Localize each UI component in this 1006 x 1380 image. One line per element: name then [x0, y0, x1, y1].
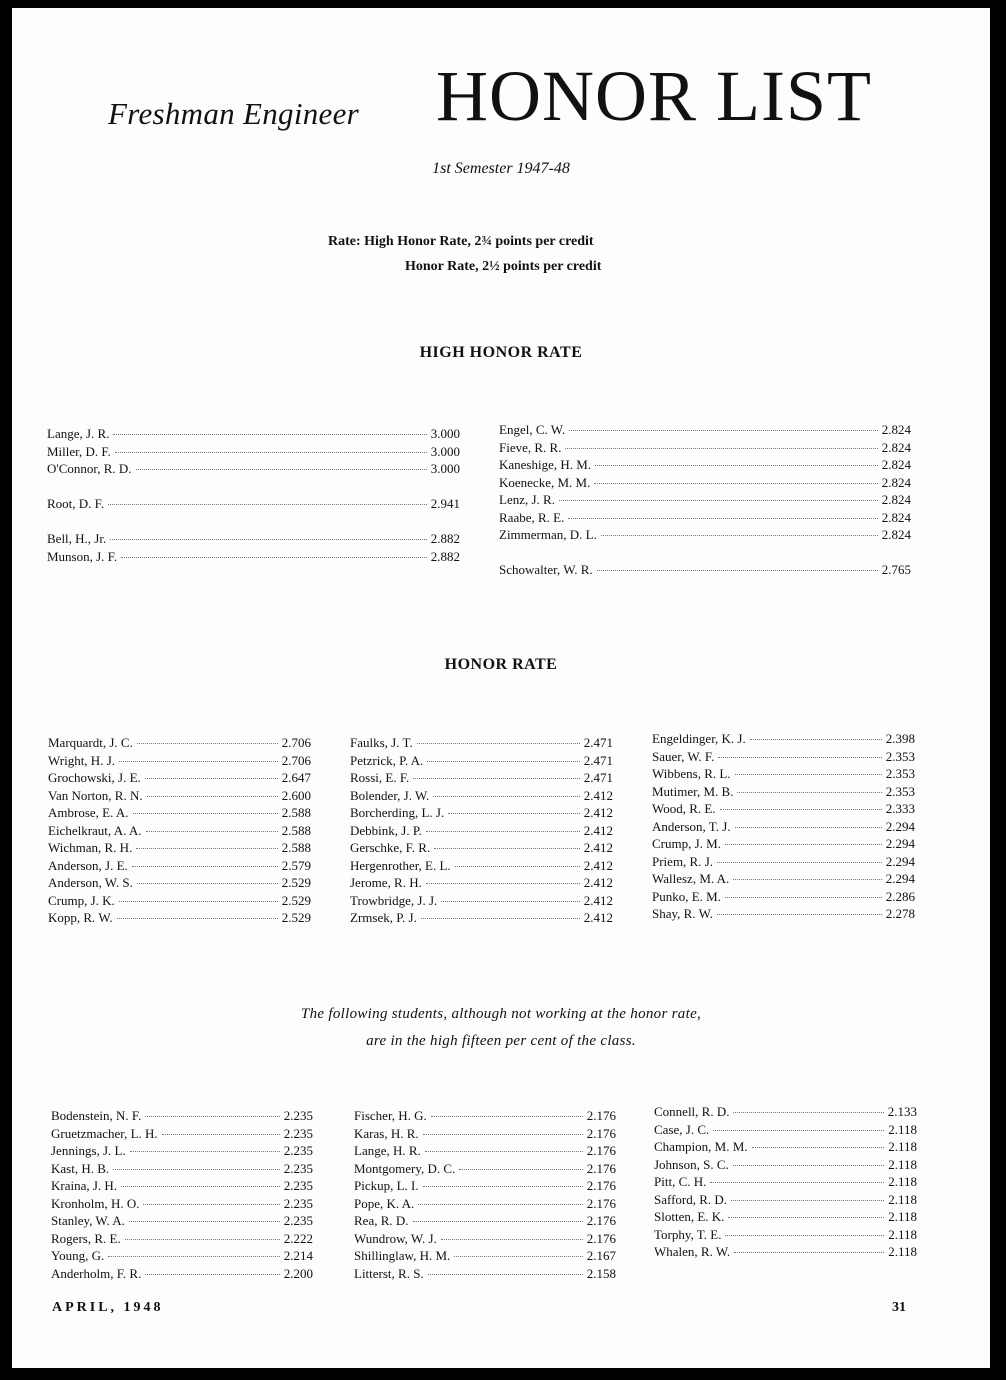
list-item: Van Norton, R. N. 2.600	[48, 787, 311, 803]
high-honor-left-column	[47, 426, 460, 566]
list-item: Debbink, J. P. 2.412	[350, 822, 613, 838]
list-item: Anderson, W. S. 2.529	[48, 875, 311, 890]
header-subtitle: Freshman Engineer	[108, 96, 360, 131]
list-item: Rogers, R. E. 2.222	[51, 1230, 313, 1246]
list-item: Sauer, W. F. 2.353	[652, 748, 915, 764]
list-item: Koenecke, M. M. 2.824	[499, 474, 911, 490]
list-item: Lange, H. R. 2.176	[354, 1143, 616, 1158]
list-item: Shillinglaw, H. M. 2.167	[354, 1248, 616, 1263]
issue-date: APRIL, 1948	[52, 1300, 164, 1315]
list-item: Rea, R. D. 2.176	[354, 1213, 616, 1228]
honor-column-3	[652, 731, 915, 924]
list-item: Montgomery, D. C. 2.176	[354, 1160, 616, 1176]
list-item: Johnson, S. C. 2.118	[654, 1156, 917, 1172]
list-item: Champion, M. M. 2.118	[654, 1139, 917, 1154]
list-item: Case, J. C. 2.118	[654, 1121, 917, 1137]
list-item: Jennings, J. L. 2.235	[51, 1143, 313, 1158]
list-item: O'Connor, R. D. 3.000	[47, 461, 460, 476]
list-item: Fischer, H. G. 2.176	[354, 1108, 616, 1123]
honor-rate-title: HONOR RATE	[444, 656, 558, 673]
list-item: Crump, J. M. 2.294	[652, 836, 915, 851]
semester-label: 1st Semester 1947-48	[432, 160, 570, 177]
note-line-2: are in the high fifteen per cent of the class.	[366, 1033, 636, 1049]
list-item: Lange, J. R. 3.000	[47, 426, 460, 441]
list-item: Pitt, C. H. 2.118	[654, 1174, 917, 1189]
list-item: Safford, R. D. 2.118	[654, 1191, 917, 1207]
list-item: Anderson, J. E. 2.579	[48, 857, 311, 873]
list-item: Litterst, R. S. 2.158	[354, 1265, 616, 1281]
list-item: Bodenstein, N. F. 2.235	[51, 1108, 313, 1123]
list-item: Marquardt, J. C. 2.706	[48, 735, 311, 750]
list-item: Gerschke, F. R. 2.412	[350, 840, 613, 855]
high-honor-title: HIGH HONOR RATE	[419, 344, 583, 361]
list-item: Anderholm, F. R. 2.200	[51, 1265, 313, 1281]
honor-column-1	[48, 735, 311, 928]
list-item: Pope, K. A. 2.176	[354, 1195, 616, 1211]
high-honor-right-column	[499, 422, 911, 580]
list-item: Stanley, W. A. 2.235	[51, 1213, 313, 1228]
list-item: Punko, E. M. 2.286	[652, 888, 915, 904]
list-item: Trowbridge, J. J. 2.412	[350, 892, 613, 908]
page-title: HONOR LIST	[436, 56, 872, 136]
list-item: Borcherding, L. J. 2.412	[350, 805, 613, 820]
list-item: Schowalter, W. R. 2.765	[499, 562, 911, 577]
list-item: Petzrick, P. A. 2.471	[350, 752, 613, 768]
list-item: Lenz, J. R. 2.824	[499, 492, 911, 507]
list-item: Engeldinger, K. J. 2.398	[652, 731, 915, 746]
list-item: Rossi, E. F. 2.471	[350, 770, 613, 785]
list-item: Slotten, E. K. 2.118	[654, 1209, 917, 1224]
list-item: Grochowski, J. E. 2.647	[48, 770, 311, 785]
list-item: Bell, H., Jr. 2.882	[47, 531, 460, 546]
note-line-1: The following students, although not working at the honor rate,	[300, 1006, 702, 1022]
list-item: Wallesz, M. A. 2.294	[652, 871, 915, 886]
list-item: Torphy, T. E. 2.118	[654, 1226, 917, 1242]
list-item: Pickup, L. I. 2.176	[354, 1178, 616, 1193]
list-item: Raabe, R. E. 2.824	[499, 509, 911, 525]
list-item: Wright, H. J. 2.706	[48, 752, 311, 768]
magazine-page	[12, 8, 990, 1368]
page-number: 31	[892, 1300, 906, 1315]
list-item: Bolender, J. W. 2.412	[350, 787, 613, 803]
high-fifteen-column-3	[654, 1104, 917, 1262]
list-item: Engel, C. W. 2.824	[499, 422, 911, 437]
list-item: Crump, J. K. 2.529	[48, 892, 311, 908]
list-item: Whalen, R. W. 2.118	[654, 1244, 917, 1259]
list-item: Priem, R. J. 2.294	[652, 853, 915, 869]
list-item: Karas, H. R. 2.176	[354, 1125, 616, 1141]
list-item: Mutimer, M. B. 2.353	[652, 783, 915, 799]
list-item: Zimmerman, D. L. 2.824	[499, 527, 911, 542]
list-item: Miller, D. F. 3.000	[47, 443, 460, 459]
list-item: Wundrow, W. J. 2.176	[354, 1230, 616, 1246]
high-fifteen-column-2	[354, 1108, 616, 1283]
list-item: Eichelkraut, A. A. 2.588	[48, 822, 311, 838]
list-item: Shay, R. W. 2.278	[652, 906, 915, 921]
rate-high-honor: Rate: High Honor Rate, 2¾ points per credit	[328, 234, 594, 249]
list-item: Wichman, R. H. 2.588	[48, 840, 311, 855]
list-item: Kaneshige, H. M. 2.824	[499, 457, 911, 472]
list-item: Jerome, R. H. 2.412	[350, 875, 613, 890]
list-item: Root, D. F. 2.941	[47, 496, 460, 511]
list-item: Young, G. 2.214	[51, 1248, 313, 1263]
list-item: Kast, H. B. 2.235	[51, 1160, 313, 1176]
list-item: Ambrose, E. A. 2.588	[48, 805, 311, 820]
list-item: Kraina, J. H. 2.235	[51, 1178, 313, 1193]
list-item: Kronholm, H. O. 2.235	[51, 1195, 313, 1211]
list-item: Connell, R. D. 2.133	[654, 1104, 917, 1119]
rate-honor: Honor Rate, 2½ points per credit	[405, 259, 602, 274]
high-fifteen-column-1	[51, 1108, 313, 1283]
list-item: Kopp, R. W. 2.529	[48, 910, 311, 925]
list-item: Gruetzmacher, L. H. 2.235	[51, 1125, 313, 1141]
list-item: Zrmsek, P. J. 2.412	[350, 910, 613, 925]
list-item: Hergenrother, E. L. 2.412	[350, 857, 613, 873]
list-item: Wibbens, R. L. 2.353	[652, 766, 915, 781]
honor-column-2	[350, 735, 613, 928]
list-item: Munson, J. F. 2.882	[47, 548, 460, 564]
list-item: Faulks, J. T. 2.471	[350, 735, 613, 750]
list-item: Fieve, R. R. 2.824	[499, 439, 911, 455]
list-item: Wood, R. E. 2.333	[652, 801, 915, 816]
list-item: Anderson, T. J. 2.294	[652, 818, 915, 834]
